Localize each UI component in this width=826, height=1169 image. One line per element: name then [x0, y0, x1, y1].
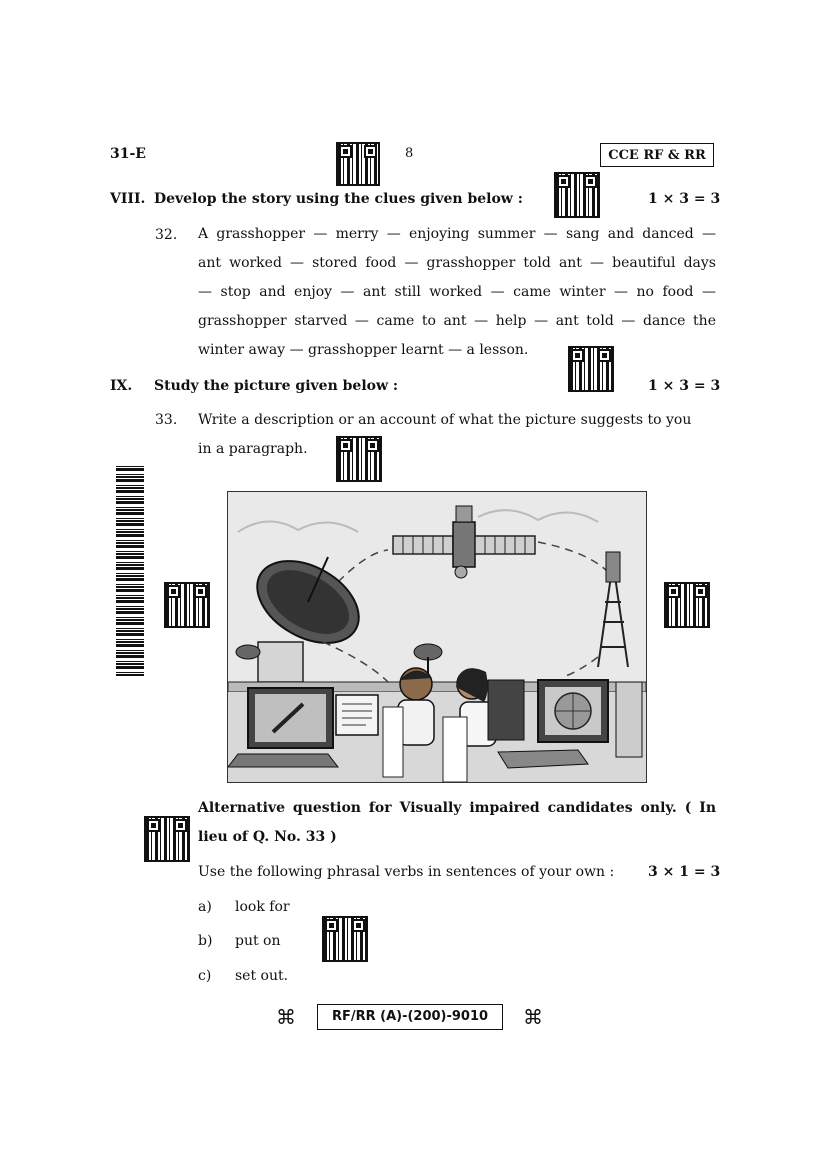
qr-code	[322, 916, 368, 962]
footer-code-box: RF/RR (A)-(200)-9010	[317, 1004, 503, 1030]
question-32-text	[198, 220, 716, 365]
option-label: b)	[198, 933, 213, 949]
question-33-line-1: Write a description or an account of what the picture suggests to you	[198, 412, 692, 428]
command-symbol-icon: ⌘	[276, 1005, 296, 1029]
text-line: winter away — grasshopper learnt — a lesson.	[198, 342, 529, 358]
option-label: a)	[198, 899, 212, 915]
qr-code	[568, 346, 614, 392]
qr-code	[336, 436, 382, 482]
option-text: set out.	[235, 968, 289, 984]
option-text: put on	[235, 933, 281, 949]
qr-code	[554, 172, 600, 218]
alternative-instruction: Use the following phrasal verbs in sentences of your own :	[198, 864, 615, 880]
question-number: 33.	[155, 412, 178, 428]
text-line: — stop and enjoy — ant still worked — came winter — no food —	[198, 284, 716, 300]
section-number: VIII.	[110, 191, 146, 207]
text-line: A grasshopper — merry — enjoying summer — sang and danced —	[198, 226, 716, 242]
section-marks: 1 × 3 = 3	[648, 191, 721, 207]
section-number: IX.	[110, 378, 133, 394]
alternative-heading-line-2: lieu of Q. No. 33 )	[198, 829, 337, 845]
text-line: ant worked — stored food — grasshopper told ant — beautiful days	[198, 255, 716, 271]
section-title: Study the picture given below :	[154, 378, 399, 394]
alternative-marks: 3 × 1 = 3	[648, 864, 721, 880]
command-symbol-icon: ⌘	[523, 1005, 543, 1029]
option-text: look for	[235, 899, 290, 915]
series-box: CCE RF & RR	[600, 143, 714, 167]
qr-code	[164, 582, 210, 628]
question-number: 32.	[155, 227, 178, 243]
page-number: 8	[405, 146, 414, 161]
barcode	[116, 466, 144, 676]
illustration-drawing	[228, 492, 646, 782]
communication-illustration	[227, 491, 647, 783]
section-title: Develop the story using the clues given below :	[154, 191, 523, 207]
paper-code: 31-E	[110, 146, 146, 162]
alternative-heading-line-1: Alternative question for Visually impaired candidates only. ( In	[198, 800, 716, 816]
section-marks: 1 × 3 = 3	[648, 378, 721, 394]
question-33-line-2: in a paragraph.	[198, 441, 308, 457]
text-line: grasshopper starved — came to ant — help — ant told — dance the	[198, 313, 716, 329]
qr-code	[144, 816, 190, 862]
qr-code	[664, 582, 710, 628]
option-label: c)	[198, 968, 212, 984]
qr-code	[336, 142, 380, 186]
